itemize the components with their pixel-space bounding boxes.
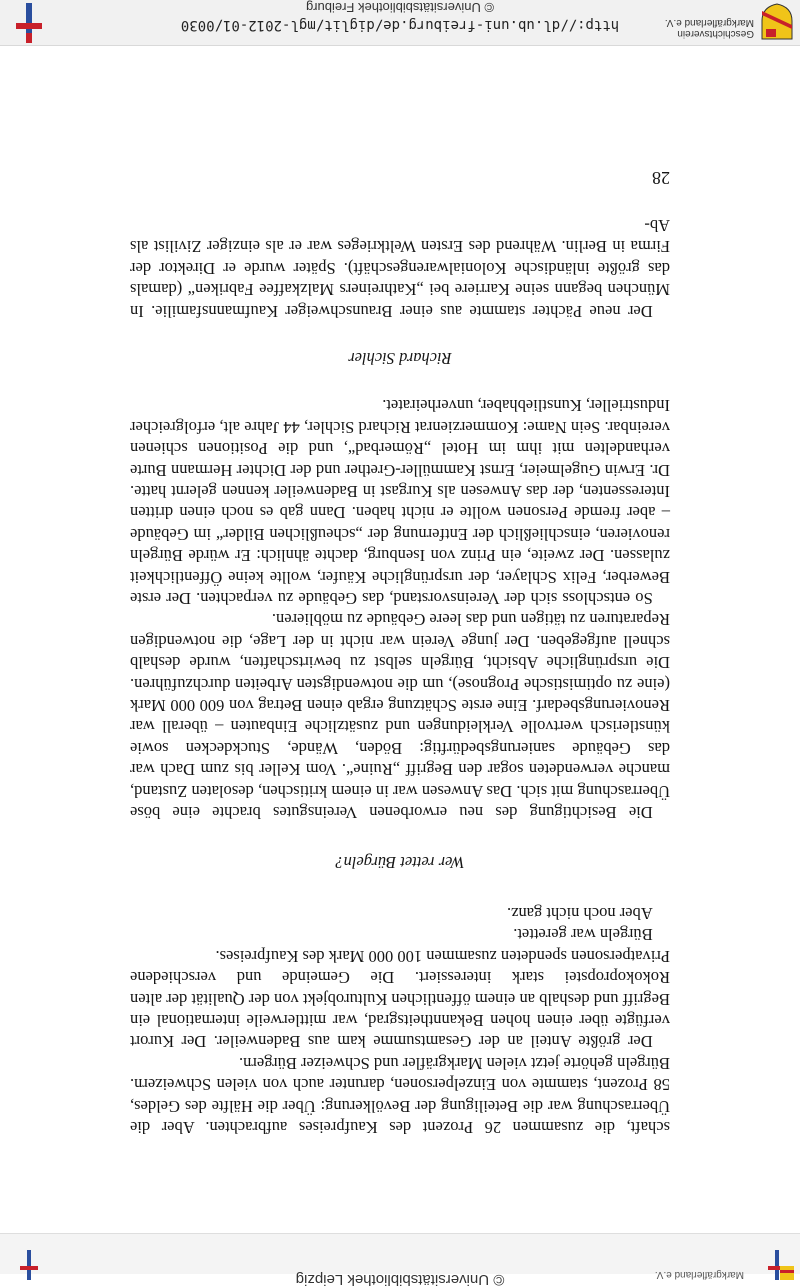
footer-society-text <box>665 17 754 39</box>
paragraph-intro-2: Der größte Anteil an der Gesamtsumme kam aus Badenweiler. Der Kurort verfügte über einen hohen Bekanntheitsgrad, war mittlerweile international ein Begriff und deshalb an einem öffentlichen Kulturobjekt von der Qualität der alten Rokokopropstei stark interessiert. Die Gemeinde und verschiedene Privatpersonen spendeten zusammen 100 000 Mark des Kaufpreises. <box>130 946 670 1052</box>
footer-url-link[interactable]: http://dl.ub.uni-freiburg.de/diglit/mgl-2012-01/0030 <box>180 17 620 33</box>
paragraph-section2-1: Der neue Pächter stammte aus einer Braunschweiger Kaufmannsfamilie. In München begann seine Karriere bei „Kathreiners Malzkaffee Fabriken“ (damals das größte inländische Kolonialwarengeschäft). Später wurde er Direktor der Firma in Berlin. Während des Ersten Weltkrieges war er als einziger Zivilist als Ab- <box>130 215 670 321</box>
footer-copyright: © Universitätsbibliothek Freiburg <box>305 0 495 15</box>
paragraph-section1-2: So entschloss sich der Vereinsvorstand, das Gebäude zu verpachten. Der erste Bewerber, Felix Schlayer, der ursprüngliche Käufer, wollte keine Öffentlichkeit zulassen. Der zweite, ein Prinz von Isenburg, dachte ähnlich: Er würde Bürgeln renovieren, einschließlich der Entfernung der „scheußlichen Bilder“ im Gebäude – aber fremde Personen wollte er nicht haben. Dann gab es noch einen dritten Interessenten, der das Anwesen als Kurgast in Badenweiler kennen gelernt hatte. Dr. Erwin Gugelmeier, Ernst Kammüller-Grether und der Dichter Hermann Burte verhandelten mit ihm im Hotel „Römerbad“, und die Positionen schienen vereinbar. Sein Name: Kommerzienrat Richard Sichler, 44 Jahre alt, erfolgreicher Industrieller, Kunstliebhaber, unverheiratet. <box>130 396 670 609</box>
section-heading-2: Richard Sichler <box>348 349 452 368</box>
ub-logo-icon <box>20 1250 38 1280</box>
footer-bar <box>0 0 800 46</box>
society-line1: Geschichtsverein <box>677 28 754 39</box>
page-text <box>130 215 670 1138</box>
line-saved: Bürgeln war gerettet. <box>513 925 653 945</box>
page-number: 28 <box>652 168 670 188</box>
society-logo-icon <box>748 1260 796 1280</box>
paragraph-section1-1: Die Besichtigung des neu erworbenen Vereinsgutes brachte eine böse Überraschung mit sich. Das Anwesen war in einem kritischen, desolaten Zustand, manche verwendeten sogar den Begriff „Ruine“. Vom Keller bis zum Dach war das Gebäude sanierungsbedürftig: Böden, Wände, Stuckdecken sowie künstlerisch wertvolle Verkleidungen und zusätzliche Einbauten – überall war Renovierungsbedarf. Eine erste Schätzung ergab einen Betrag von 600 000 Mark (eine zu optimistische Prognose), um die notwendigsten Arbeiten durchzuführen. Die ursprüngliche Absicht, Bürgeln selbst zu bewirtschaften, wurde deshalb schnell aufgegeben. Der junge Verein war nicht in der Lage, die notwendigen Reparaturen zu tätigen und das leere Gebäude zu möblieren. <box>130 610 670 823</box>
section-heading-1: Wer rettet Bürgeln? <box>335 852 465 872</box>
header-society-text: Markgräflerland e.V. <box>654 1269 744 1280</box>
header-copyright: © Universitätsbibliothek Leipzig <box>295 1271 505 1288</box>
line-not-yet: Aber noch nicht ganz. <box>506 903 653 923</box>
society-line2: Markgräflerland e.V. <box>664 17 754 28</box>
society-crest-icon <box>760 3 794 41</box>
header-bar <box>0 1233 800 1288</box>
paragraph-intro-1: schaft, die zusammen 26 Prozent des Kaufpreises aufbrachten. Aber die Überraschung war die Beteiligung der Bevölkerung: Über die Hälfte des Geldes, 58 Prozent, stammte von Einzelpersonen, darunter auch von vielen Schweizern. Bürgeln gehörte jetzt vielen Markgräfler und Schweizer Bürgern. <box>130 1053 670 1137</box>
